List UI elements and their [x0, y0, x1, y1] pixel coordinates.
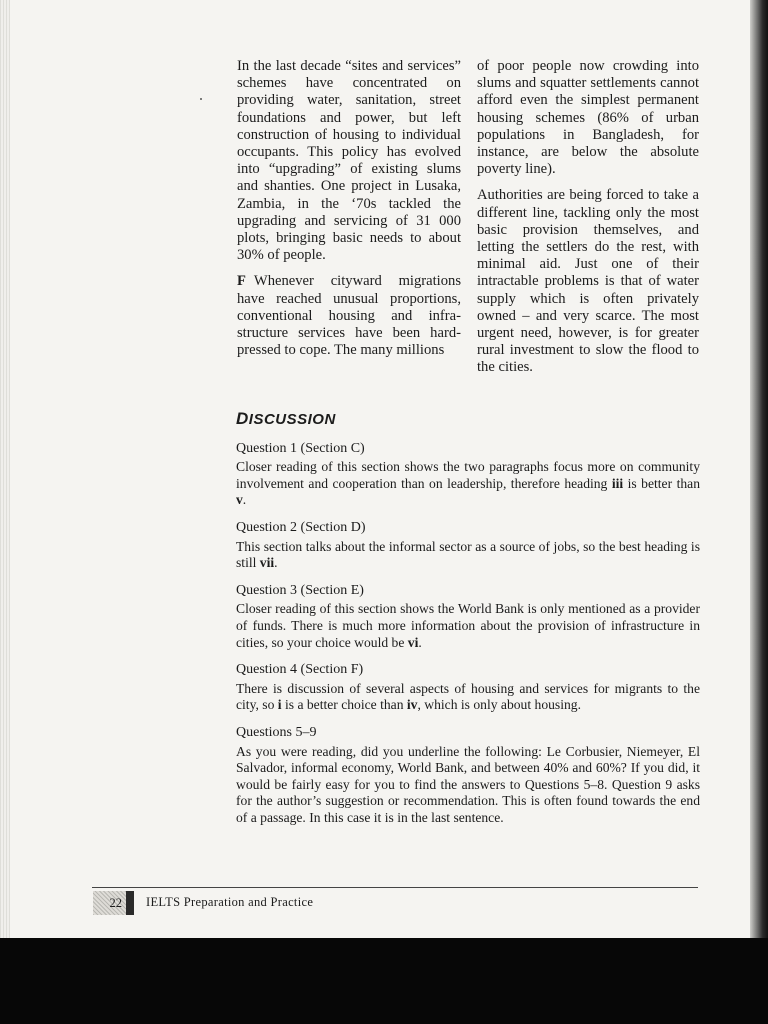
q2-text-a: This section talks about the informal sector as a source of jobs, so the best heading is still — [236, 538, 700, 571]
q1-text-b: is better than — [623, 475, 700, 491]
question-1-block — [236, 441, 700, 509]
question-1-body — [236, 459, 700, 509]
q1-text-a: Closer reading of this section shows the two paragraphs focus more on community involvement and cooperation than on leadership, therefore heading — [236, 459, 700, 491]
right-text-column — [477, 58, 699, 386]
questions-5-9-title: Questions 5–9 — [236, 724, 317, 740]
q4-text-a: There is discussion of several aspects of housing and services for migrants to the city, so — [236, 680, 700, 713]
left-text-column — [237, 58, 461, 368]
q4-bold-a: i — [277, 697, 282, 713]
left-paragraph-1: In the last decade “sites and services” schemes have concentrated on providing water, sanitation, street foundations and power, but left construction of housing to individual occupants. This policy has evolved into “upgrading” of existing slums and shanties. One project in Lusaka, Zambia, in the ‘70s tackled the upgrading and servicing of 31 000 plots, bringing basic needs to about 30% of people. — [237, 58, 461, 264]
running-footer-title: IELTS Preparation and Practice — [146, 895, 314, 909]
right-paragraph-2: Authorities are being forced to take a different line, tackling only the most basic provision themselves, and letting the settlers do the rest, with minimal aid. Just one of their intractable problems is that of water supply which is often privately owned – and very scarce. The most urgent need, however, is for greater rural investment to slow the flood to the cities. — [477, 187, 699, 376]
question-2-body — [236, 539, 700, 572]
q4-text-b: is a better choice than — [281, 697, 407, 713]
page-number: 22 — [93, 891, 127, 915]
q1-bold-b: v — [236, 492, 243, 508]
discussion-heading-rest: ISCUSSION — [248, 411, 336, 428]
q4-text-c: , which is only about housing. — [417, 697, 581, 713]
footer-rule — [92, 887, 698, 888]
discussion-heading — [236, 411, 700, 429]
q2-bold-a: vii — [259, 555, 275, 571]
q1-bold-a: iii — [611, 475, 624, 491]
scan-speck — [200, 98, 202, 100]
left-paragraph-2-text: Whenever cityward migrations have reached unusual proportions, conventional housing and infrastructure services have been hardpressed to cope. The many millions — [237, 273, 461, 359]
book-spine-edge — [750, 0, 768, 940]
q3-text-a: Closer reading of this section shows the World Bank is only mentioned as a provider of funds. There is much more information about the provision of infrastructure in cities, so your choice would be — [236, 601, 700, 650]
question-2-block — [236, 520, 700, 572]
footer-bar — [126, 891, 134, 915]
questions-5-9-block — [236, 725, 700, 827]
left-paragraph-2 — [237, 273, 461, 359]
scanner-background — [0, 938, 768, 1024]
question-3-block — [236, 583, 700, 651]
q3-bold-a: vi — [407, 634, 419, 650]
question-4-body — [236, 681, 700, 714]
question-3-body — [236, 601, 700, 651]
question-4-block — [236, 662, 700, 714]
right-paragraph-1: of poor people now crowding into slums and squatter settlements cannot afford even the simplest permanent housing schemes (86% of urban populations in Bangladesh, for instance, are below the absolute poverty line). — [477, 58, 699, 178]
question-2-title: Question 2 (Section D) — [236, 519, 366, 535]
question-3-title: Question 3 (Section E) — [236, 582, 364, 598]
discussion-heading-cap: D — [236, 409, 249, 428]
page-left-edge — [0, 0, 10, 940]
q1-text-c: . — [242, 492, 247, 508]
question-4-title: Question 4 (Section F) — [236, 662, 364, 678]
discussion-section — [236, 411, 700, 837]
question-1-title: Question 1 (Section C) — [236, 440, 365, 456]
q2-text-b: . — [274, 555, 278, 571]
q3-text-b: . — [418, 634, 422, 650]
questions-5-9-body: As you were reading, did you underline the following: Le Corbusier, Niemeyer, El Salvador, informal economy, World Bank, and between 40% and 60%? If you did, it would be fairly easy for you to find the answers to Questions 5–8. Question 9 asks for the author’s suggestion or recommendation. This is often found towards the end of a passage. In this case it is in the last sentence. — [236, 743, 700, 825]
section-letter: F — [237, 273, 246, 290]
q4-bold-b: iv — [406, 697, 418, 713]
